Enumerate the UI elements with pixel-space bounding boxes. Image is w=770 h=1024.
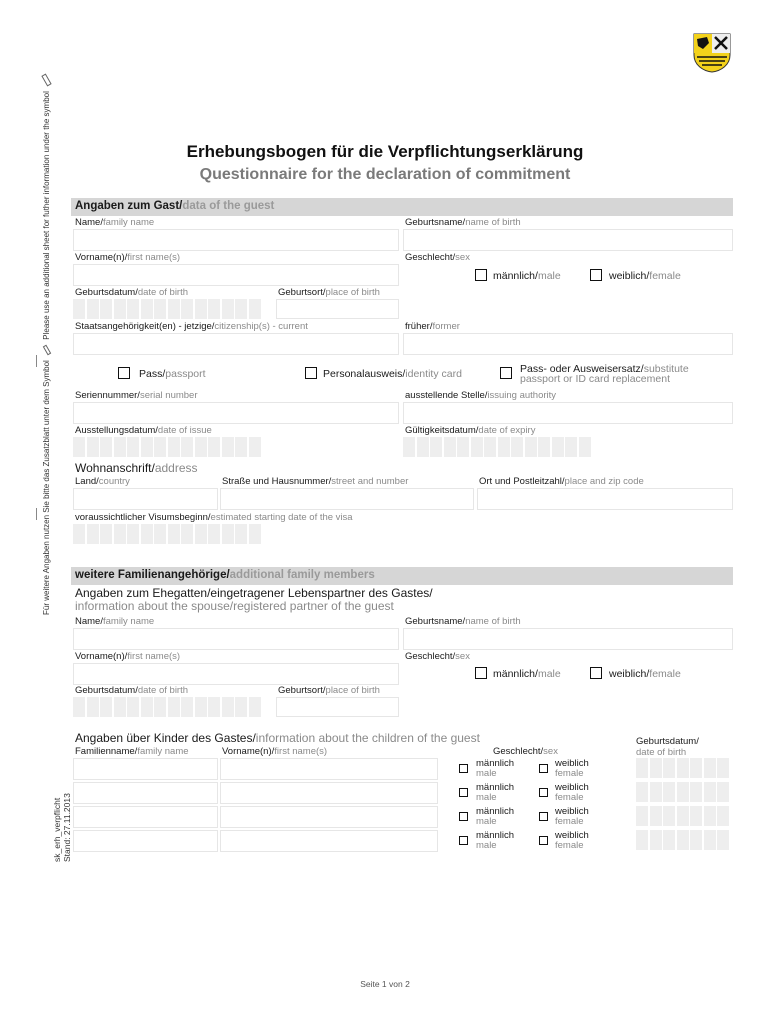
spouse-pob-label: Geburtsort/place of birth bbox=[278, 685, 380, 696]
family-section-header: weitere Familienangehörige/additional family members bbox=[71, 567, 733, 585]
child-sex-label: Geschlecht/sex bbox=[493, 746, 558, 757]
spouse-name-field[interactable] bbox=[73, 628, 399, 650]
address-heading: Wohnanschrift/address bbox=[75, 461, 198, 475]
expiry-date-label: Gültigkeitsdatum/date of expiry bbox=[405, 425, 536, 436]
pob-label: Geburtsort/place of birth bbox=[278, 287, 380, 298]
spouse-dob-digit-field[interactable] bbox=[73, 697, 262, 717]
spouse-female-checkbox[interactable] bbox=[590, 667, 602, 679]
expiry-date-digit-field[interactable] bbox=[403, 437, 592, 457]
page-title: Erhebungsbogen für die Verpflichtungserklärung bbox=[186, 142, 584, 161]
name-label: Name/family name bbox=[75, 217, 155, 228]
issue-date-label: Ausstellungsdatum/date of issue bbox=[75, 425, 212, 436]
spouse-female-label: weiblich/female bbox=[609, 668, 681, 680]
name-field[interactable] bbox=[73, 229, 399, 251]
form-id: sk_erh_verpflicht bbox=[52, 797, 62, 862]
serial-field[interactable] bbox=[73, 402, 399, 424]
child-dob-digit-field[interactable] bbox=[636, 782, 731, 802]
birthname-field[interactable] bbox=[403, 229, 733, 251]
spouse-name-label: Name/family name bbox=[75, 616, 155, 627]
spouse-male-label: männlich/male bbox=[493, 668, 561, 680]
child-male-checkbox[interactable] bbox=[459, 836, 468, 845]
country-field[interactable] bbox=[73, 488, 218, 510]
page-number: Seite 1 von 2 bbox=[360, 979, 410, 989]
child-male-label: männlich male bbox=[476, 806, 515, 827]
citizenship-label: Staatsangehörigkeit(en) - jetzige/citizenship(s) - current bbox=[75, 321, 308, 332]
female-checkbox[interactable] bbox=[590, 269, 602, 281]
authority-label: ausstellende Stelle/issuing authority bbox=[405, 390, 557, 401]
guest-section-header: Angaben zum Gast/data of the guest bbox=[71, 198, 733, 216]
child-famname-label: Familienname/family name bbox=[75, 746, 189, 757]
male-label: männlich/male bbox=[493, 270, 561, 282]
substitute-label: Pass- oder Ausweisersatz/substitute passport or ID card replacement bbox=[520, 363, 689, 385]
pen-icon bbox=[43, 345, 51, 356]
child-dob-digit-field[interactable] bbox=[636, 830, 731, 850]
pob-field[interactable] bbox=[276, 299, 399, 319]
child-female-checkbox[interactable] bbox=[539, 764, 548, 773]
child-dob-digit-field[interactable] bbox=[636, 758, 731, 778]
spouse-firstname-field[interactable] bbox=[73, 663, 399, 685]
child-female-label: weiblich female bbox=[555, 806, 589, 827]
children-heading: Angaben über Kinder des Gastes/information about the children of the guest bbox=[75, 731, 480, 745]
city-field[interactable] bbox=[477, 488, 733, 510]
child-dob-label: Geburtsdatum/ date of birth bbox=[636, 736, 699, 758]
spouse-sex-label: Geschlecht/sex bbox=[405, 651, 470, 662]
child-firstname-field[interactable] bbox=[220, 758, 438, 780]
coat-of-arms-logo bbox=[693, 33, 731, 73]
side-note-de: Für weitere Angaben nutzen Sie bitte das Zusatzblatt unter dem Symbol bbox=[42, 360, 51, 615]
former-citizenship-field[interactable] bbox=[403, 333, 733, 355]
child-female-checkbox[interactable] bbox=[539, 836, 548, 845]
form-stand: Stand: 27.11.2013 bbox=[62, 793, 72, 862]
child-firstname-label: Vorname(n)/first name(s) bbox=[222, 746, 328, 757]
child-female-label: weiblich female bbox=[555, 782, 589, 803]
spouse-birthname-field[interactable] bbox=[403, 628, 733, 650]
citizenship-field[interactable] bbox=[73, 333, 399, 355]
issue-date-digit-field[interactable] bbox=[73, 437, 262, 457]
child-male-checkbox[interactable] bbox=[459, 788, 468, 797]
pen-icon bbox=[41, 73, 51, 86]
spouse-heading: Angaben zum Ehegatten/eingetragener Lebenspartner des Gastes/ information about the spouse/registered partner of the guest bbox=[75, 586, 433, 613]
street-field[interactable] bbox=[220, 488, 474, 510]
spouse-birthname-label: Geburtsname/name of birth bbox=[405, 616, 521, 627]
dob-label: Geburtsdatum/date of birth bbox=[75, 287, 189, 298]
child-famname-field[interactable] bbox=[73, 782, 218, 804]
child-dob-digit-field[interactable] bbox=[636, 806, 731, 826]
child-firstname-field[interactable] bbox=[220, 782, 438, 804]
firstname-label: Vorname(n)/first name(s) bbox=[75, 252, 181, 263]
child-male-label: männlich male bbox=[476, 782, 515, 803]
firstname-field[interactable] bbox=[73, 264, 399, 286]
former-citizenship-label: früher/former bbox=[405, 321, 460, 332]
substitute-checkbox[interactable] bbox=[500, 367, 512, 379]
side-note-en: Please use an additional sheet for futher information under the symbol bbox=[42, 91, 51, 340]
dob-digit-field[interactable] bbox=[73, 299, 262, 319]
child-famname-field[interactable] bbox=[73, 758, 218, 780]
spouse-pob-field[interactable] bbox=[276, 697, 399, 717]
idcard-label: Personalausweis/identity card bbox=[323, 368, 462, 380]
country-label: Land/country bbox=[75, 476, 130, 487]
child-male-checkbox[interactable] bbox=[459, 812, 468, 821]
sex-label: Geschlecht/sex bbox=[405, 252, 470, 263]
visa-start-digit-field[interactable] bbox=[73, 524, 262, 544]
authority-field[interactable] bbox=[403, 402, 733, 424]
fold-mark bbox=[36, 508, 37, 520]
city-label: Ort und Postleitzahl/place and zip code bbox=[479, 476, 644, 487]
spouse-male-checkbox[interactable] bbox=[475, 667, 487, 679]
male-checkbox[interactable] bbox=[475, 269, 487, 281]
child-female-checkbox[interactable] bbox=[539, 788, 548, 797]
birthname-label: Geburtsname/name of birth bbox=[405, 217, 521, 228]
passport-label: Pass/passport bbox=[139, 368, 206, 380]
child-female-label: weiblich female bbox=[555, 758, 589, 779]
street-label: Straße und Hausnummer/street and number bbox=[222, 476, 409, 487]
passport-checkbox[interactable] bbox=[118, 367, 130, 379]
spouse-firstname-label: Vorname(n)/first name(s) bbox=[75, 651, 181, 662]
child-famname-field[interactable] bbox=[73, 806, 218, 828]
spouse-dob-label: Geburtsdatum/date of birth bbox=[75, 685, 189, 696]
child-female-checkbox[interactable] bbox=[539, 812, 548, 821]
child-male-label: männlich male bbox=[476, 830, 515, 851]
idcard-checkbox[interactable] bbox=[305, 367, 317, 379]
child-female-label: weiblich female bbox=[555, 830, 589, 851]
female-label: weiblich/female bbox=[609, 270, 681, 282]
child-firstname-field[interactable] bbox=[220, 806, 438, 828]
child-famname-field[interactable] bbox=[73, 830, 218, 852]
fold-mark bbox=[36, 355, 37, 367]
serial-label: Seriennummer/serial number bbox=[75, 390, 198, 401]
child-male-checkbox[interactable] bbox=[459, 764, 468, 773]
child-firstname-field[interactable] bbox=[220, 830, 438, 852]
page-subtitle: Questionnaire for the declaration of commitment bbox=[199, 166, 571, 183]
child-male-label: männlich male bbox=[476, 758, 515, 779]
visa-start-label: voraussichtlicher Visumsbeginn/estimated starting date of the visa bbox=[75, 512, 353, 523]
